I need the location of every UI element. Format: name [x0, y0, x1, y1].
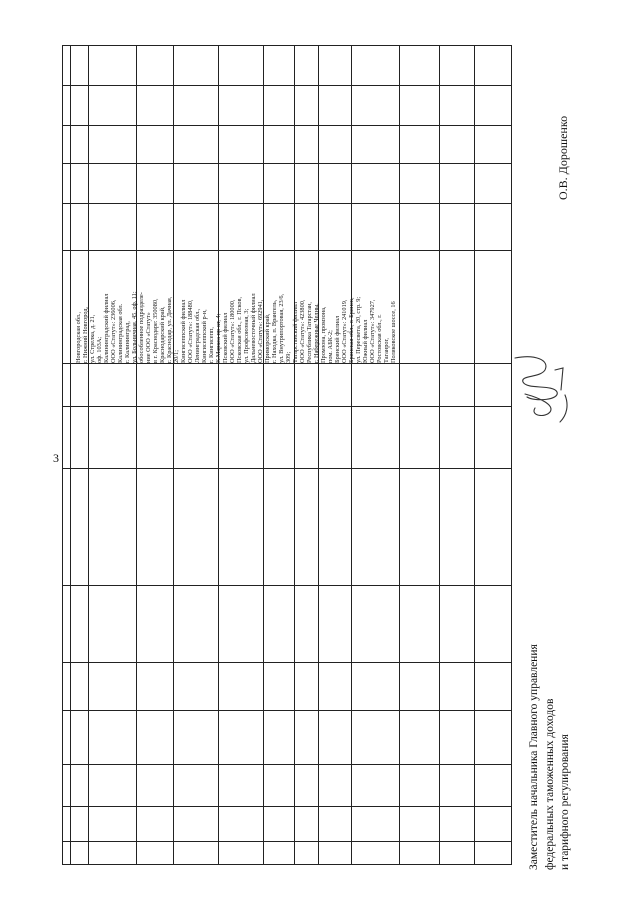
address-line: ООО «Статут»: 188480,	[187, 299, 194, 363]
address-line: Кингисеппский р-н,	[201, 309, 208, 363]
address-line: ул. Профсоюзная, 3;	[243, 308, 250, 363]
address-line: пом. АБК-2;	[327, 330, 334, 363]
address-line: г. Калининград,	[124, 321, 131, 363]
address-line: Брянская обл., г. Брянск,	[348, 297, 355, 363]
address-line: ул. Внутрипортовая, 23/6,	[278, 293, 285, 363]
address-line: г. Краснодар, ул. Дачная,	[166, 296, 173, 363]
signatory-name: О.В. Дорошенко	[556, 115, 570, 200]
address-line: Татарстанский филиал	[292, 301, 299, 363]
address-line: в г. Краснодаре: 350080,	[152, 298, 159, 363]
signatory-position-title	[527, 644, 574, 870]
address-line: Ленинградская обл.,	[194, 308, 201, 363]
handwritten-signature	[505, 350, 575, 425]
address-line: Поляковское шоссе, 16	[390, 301, 397, 363]
address-line: обособленное подразделе-	[138, 292, 145, 363]
title-line: федеральных таможенных доходов	[543, 698, 556, 870]
address-line: Приморский край,	[264, 313, 271, 363]
address-line: ООО «Статут»: 180000,	[229, 299, 236, 363]
address-line: Калининградская обл.	[117, 303, 124, 363]
address-line: Кингисеппский филиал	[180, 299, 187, 363]
address-line: г. Кингисепп,	[208, 327, 215, 363]
address-line: Калининградский филиал	[103, 293, 110, 363]
address-line: ООО «Статут»: 241019,	[341, 299, 348, 363]
title-line: и тарифного регулирования	[559, 734, 571, 870]
address-line: ул. Пересвета, 20, стр. 9;	[355, 296, 362, 363]
address-line: 309;	[285, 351, 292, 363]
address-line: Таганрог,	[383, 338, 390, 363]
address-line: ООО «Статут»: 347927,	[369, 299, 376, 363]
title-line: Заместитель начальника Главного управления	[528, 644, 540, 870]
address-line: г. Нижний Новгород,	[82, 306, 89, 363]
address-line: г. Находка, п. Врангель,	[271, 299, 278, 363]
address-line: Промзона, промзона,	[320, 306, 327, 363]
address-line: ние ООО «Статут»	[145, 312, 152, 363]
address-line: ул. Больничная, 45, оф. 11;	[131, 291, 138, 363]
address-line: Псковский филиал	[222, 312, 229, 363]
address-line: Республика Татарстан,	[306, 302, 313, 363]
address-line: К.Маркса пр-кт, 4;	[215, 313, 222, 363]
address-line: 20/1;	[173, 350, 180, 363]
address-line: оф. 103А;	[96, 336, 103, 363]
address-line: ООО «Статут»: 236006,	[110, 299, 117, 363]
address-line: Псковская обл., г. Псков,	[236, 296, 243, 363]
address-line: ООО «Статут»: 692941,	[257, 299, 264, 363]
address-line: Краснодарский край,	[159, 306, 166, 363]
address-line: Новгородская обл.,	[75, 311, 82, 363]
address-line: Ростовская обл., г.	[376, 314, 383, 363]
address-line: Южный филиал	[362, 319, 369, 363]
address-line: Дальневосточный филиал	[250, 293, 257, 363]
address-line: ООО «Статут»: 423800,	[299, 299, 306, 363]
address-cell-text	[75, 73, 397, 363]
address-line: ул. Стрелка, д. 21,	[89, 314, 96, 363]
page-number: 3	[53, 451, 59, 465]
address-line: г. Набережные Челны,	[313, 303, 320, 363]
address-line: Брянский филиал	[334, 315, 341, 363]
